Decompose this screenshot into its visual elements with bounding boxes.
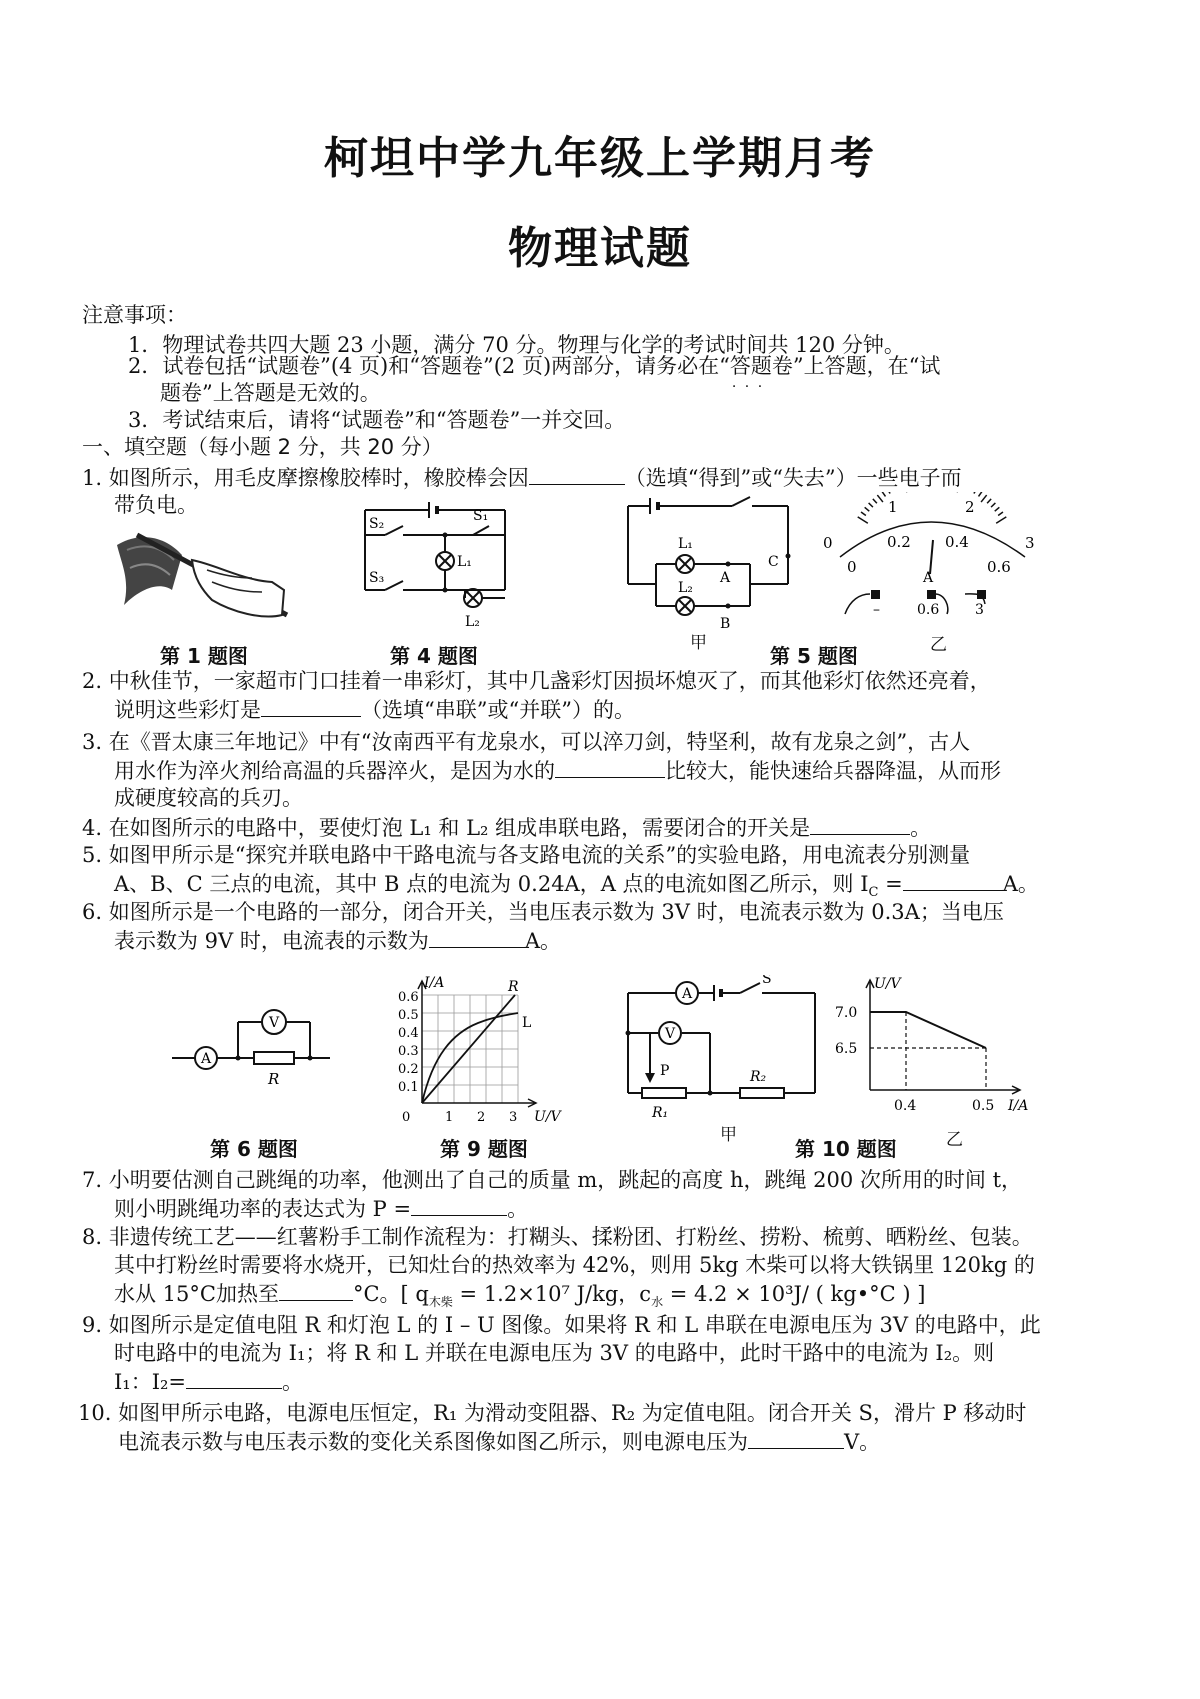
svg-text:P: P (660, 1063, 670, 1079)
caption-fig10: 第 10 题图 (795, 1137, 897, 1161)
question-6: 6. 如图所示是一个电路的一部分，闭合开关，当电压表示数为 3V 时，电流表示数为 0.3A；当电压 (82, 900, 1004, 924)
dial-tick (861, 512, 866, 516)
dial-tick (858, 517, 868, 523)
dial-tick (873, 499, 877, 503)
figure-4-circuit (355, 490, 525, 639)
svg-text:0.4: 0.4 (894, 1098, 917, 1114)
dial-tick (996, 517, 1006, 523)
notice-emphasis: 答题卷 · · · (730, 354, 793, 378)
svg-text:2: 2 (965, 498, 975, 516)
svg-text:0.2: 0.2 (887, 533, 911, 551)
dial-tick (995, 507, 1000, 511)
caption-jia-10: 甲 (720, 1125, 737, 1145)
svg-text:0.5: 0.5 (398, 1008, 419, 1023)
section-heading: 一、填空题（每小题 2 分，共 20 分） (82, 435, 443, 459)
fig4-l2-label: L₂ (465, 614, 480, 630)
svg-text:6.5: 6.5 (835, 1041, 858, 1057)
svg-text:3: 3 (509, 1110, 518, 1125)
question-9-cont: 时电路中的电流为 I₁；将 R 和 L 并联在电源电压为 3V 的电路中，此时干路中的电流为 I₂。则 (114, 1341, 995, 1365)
svg-text:0.6: 0.6 (987, 558, 1011, 576)
svg-text:R: R (508, 979, 519, 995)
svg-text:3: 3 (1025, 534, 1035, 552)
answer-blank-7[interactable] (411, 1193, 507, 1216)
question-6-cont: 表示数为 9V 时，电流表的示数为 A。 (114, 925, 561, 956)
svg-text:S: S (762, 975, 772, 987)
question-10: 10. 如图甲所示电路，电源电压恒定，R₁ 为滑动变阻器、R₂ 为定值电阻。闭合开关 S，滑片 P 移动时 (78, 1401, 1027, 1425)
svg-text:0.5: 0.5 (972, 1098, 995, 1114)
svg-text:A: A (201, 1051, 212, 1067)
svg-text:3: 3 (975, 602, 984, 618)
dial-tick (991, 503, 995, 507)
answer-blank-6[interactable] (429, 925, 525, 948)
svg-text:0.6: 0.6 (398, 990, 419, 1005)
school-title: 柯坦中学九年级上学期月考 (324, 133, 876, 184)
question-9-cont2: I₁：I₂= 。 (114, 1366, 303, 1397)
dial-tick (979, 492, 982, 496)
dial-tick (887, 492, 890, 494)
notice-item-1: 1．物理试卷共四大题 23 小题，满分 70 分。物理与化学的考试时间共 120 分钟。 (128, 333, 905, 357)
svg-text:R: R (268, 1070, 280, 1088)
dial-tick (882, 492, 885, 496)
svg-text:0.2: 0.2 (398, 1062, 419, 1077)
notice-item-2-cont: 题卷”上答题是无效的。 (160, 381, 381, 405)
caption-fig9: 第 9 题图 (440, 1137, 528, 1161)
question-5-cont: A、B、C 三点的电流，其中 B 点的电流为 0.24A，A 点的电流如图乙所示，则 $I_C = A$。 (114, 868, 1039, 908)
question-8: 8. 非遗传统工艺——红薯粉手工制作流程为：打糊头、揉粉团、打粉丝、捞粉、梳剪、晒粉丝、包装。 (82, 1225, 1033, 1249)
question-3: 3. 在《晋太康三年地记》中有“汝南西平有龙泉水，可以淬刀剑，特坚利，故有龙泉之剑”，古人 (82, 730, 971, 754)
svg-text:0.3: 0.3 (398, 1044, 419, 1059)
svg-text:7.0: 7.0 (835, 1005, 858, 1021)
svg-text:2: 2 (477, 1110, 486, 1125)
answer-blank-10[interactable] (748, 1426, 844, 1449)
svg-text:I/A: I/A (1008, 1098, 1029, 1114)
dial-tick (974, 492, 977, 494)
caption-jia: 甲 (690, 633, 707, 653)
svg-text:1: 1 (445, 1110, 454, 1125)
svg-text:0.6: 0.6 (917, 602, 940, 618)
question-8-cont: 其中打粉丝时需要将水烧开，已知灶台的热效率为 42%，则用 5kg 木柴可以将大铁锅里 120kg 的 (114, 1253, 1035, 1277)
question-1-cont: 带负电。 (114, 493, 198, 517)
fig4-s1-label: S₁ (473, 508, 489, 524)
caption-yi-10: 乙 (946, 1130, 963, 1150)
svg-text:R₂: R₂ (750, 1069, 767, 1085)
question-9: 9. 如图所示是定值电阻 R 和灯泡 L 的 I – U 图像。如果将 R 和 L 串联在电源电压为 3V 的电路中，此 (82, 1313, 1041, 1337)
svg-text:0.4: 0.4 (398, 1026, 419, 1041)
question-3-cont2: 成硬度较高的兵刃。 (114, 786, 303, 810)
notice-item-3: 3．考试结束后，请将“试题卷”和“答题卷”一并交回。 (128, 408, 626, 432)
answer-blank-1[interactable] (529, 462, 625, 485)
svg-text:V: V (665, 1026, 676, 1042)
figure-10-ui-graph-yi (830, 968, 1040, 1122)
figure-10-circuit-jia (620, 975, 825, 1129)
caption-fig6: 第 6 题图 (210, 1137, 298, 1161)
subject-title: 物理试题 (508, 223, 692, 274)
svg-text:V: V (269, 1015, 280, 1031)
figure-6-circuit (170, 1000, 345, 1094)
dial-tick (869, 503, 873, 507)
svg-text:I/A: I/A (424, 975, 445, 991)
notice-heading: 注意事项： (82, 303, 187, 327)
question-2-cont: 说明这些彩灯是 （选填“串联”或“并联”）的。 (114, 694, 635, 725)
question-8-cont2: 水从 15°C加热至 °C。[ $q_{木柴} = 1.2\times 10^7$ J/kg，$c_水 = 4.2 \times 10^3J/$ ( kg•°C ) ] (114, 1278, 925, 1317)
caption-yi: 乙 (930, 635, 947, 655)
caption-fig5: 第 5 题图 (770, 644, 858, 668)
fig4-s3-label: S₃ (369, 570, 385, 586)
svg-text:C: C (768, 554, 779, 570)
answer-blank-8[interactable] (279, 1278, 353, 1301)
figure-5-ammeter-yi (815, 492, 1055, 636)
question-10-cont: 电流表示数与电压表示数的变化关系图像如图乙所示，则电源电压为 V。 (118, 1426, 880, 1457)
dial-tick (865, 507, 870, 511)
answer-blank-5[interactable] (903, 868, 1003, 891)
svg-text:B: B (720, 616, 731, 632)
dial-tick (877, 495, 883, 502)
svg-text:A: A (682, 986, 693, 1002)
question-7: 7. 小明要估测自己跳绳的功率，他测出了自己的质量 m，跳起的高度 h，跳绳 200 次所用的时间 t， (82, 1168, 1023, 1192)
caption-fig4: 第 4 题图 (390, 644, 478, 668)
answer-blank-2[interactable] (261, 694, 361, 717)
svg-text:0: 0 (823, 534, 833, 552)
svg-text:0: 0 (847, 558, 857, 576)
svg-text:L₁: L₁ (678, 536, 693, 552)
fig4-l1-label: L₁ (457, 554, 472, 570)
answer-blank-3[interactable] (555, 755, 665, 778)
svg-text:U/V: U/V (534, 1109, 561, 1125)
svg-text:–: – (873, 602, 880, 618)
svg-text:1: 1 (888, 498, 898, 516)
svg-text:0.1: 0.1 (398, 1080, 419, 1095)
svg-text:R₁: R₁ (652, 1105, 669, 1121)
svg-text:L: L (522, 1015, 532, 1031)
question-1: 1. 如图所示，用毛皮摩擦橡胶棒时，橡胶棒会因 （选填“得到”或“失去”）一些电子而 (82, 462, 962, 493)
svg-text:A: A (720, 570, 731, 586)
figure-9-iu-graph (378, 975, 578, 1129)
question-7-cont: 则小明跳绳功率的表达式为 P = 。 (114, 1193, 528, 1224)
answer-blank-9[interactable] (186, 1366, 282, 1389)
svg-text:A: A (923, 570, 934, 586)
fig4-s2-label: S₂ (369, 516, 385, 532)
caption-fig1: 第 1 题图 (160, 644, 248, 668)
dial-tick (981, 495, 987, 502)
figure-1-rod-fur (112, 520, 292, 629)
question-5: 5. 如图甲所示是“探究并联电路中干路电流与各支路电流的关系”的实验电路，用电流表分别测量 (82, 843, 971, 867)
dial-tick (998, 512, 1003, 516)
svg-text:0.4: 0.4 (945, 533, 969, 551)
svg-text:L₂: L₂ (678, 580, 693, 596)
svg-text:0: 0 (402, 1110, 411, 1125)
dial-tick (987, 499, 991, 503)
question-2: 2. 中秋佳节，一家超市门口挂着一串彩灯，其中几盏彩灯因损坏熄灭了，而其他彩灯依然还亮着， (82, 669, 991, 693)
figure-5-circuit-jia (620, 488, 800, 642)
svg-text:U/V: U/V (874, 976, 901, 992)
answer-blank-4[interactable] (810, 812, 910, 835)
question-4: 4. 在如图所示的电路中，要使灯泡 L₁ 和 L₂ 组成串联电路，需要闭合的开关是 。 (82, 812, 931, 843)
notice-item-2: 2．试卷包括“试题卷”(4 页)和“答题卷”(2 页)两部分，请务必在“答题卷 · · ·”上答题，在“试 (128, 351, 940, 381)
question-3-cont: 用水作为淬火剂给高温的兵器淬火，是因为水的 比较大，能快速给兵器降温，从而形 (114, 755, 1001, 786)
